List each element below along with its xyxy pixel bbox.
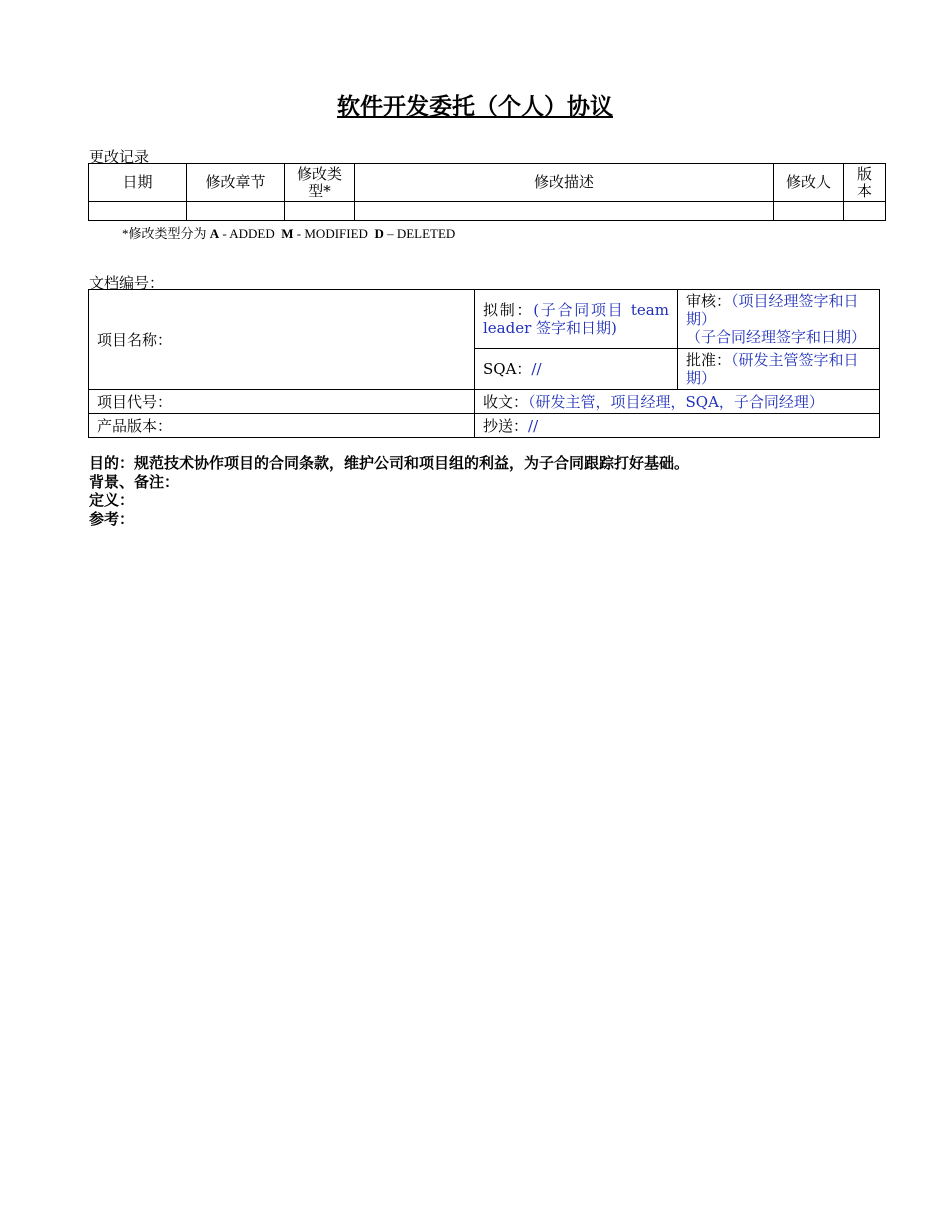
review-cell bbox=[678, 290, 880, 349]
cell-description bbox=[355, 202, 774, 221]
draft-label: 拟制： bbox=[483, 301, 534, 319]
document-title: 软件开发委托（个人）协议 bbox=[337, 94, 613, 120]
receive-value: （研发主管，项目经理，SQA，子合同经理） bbox=[528, 392, 824, 411]
cc-label: 抄送： bbox=[483, 416, 529, 435]
note-a-key: A bbox=[209, 226, 220, 241]
note-a-text: - ADDED bbox=[222, 226, 275, 241]
note-d-key: D bbox=[374, 226, 384, 241]
approve-cell bbox=[678, 349, 880, 390]
cell-section bbox=[187, 202, 285, 221]
receive-label: 收文： bbox=[483, 392, 529, 411]
background-line: 背景、备注： bbox=[89, 472, 180, 491]
approve-label: 批准： bbox=[686, 351, 732, 369]
receive-cell bbox=[475, 390, 880, 414]
change-log-label: 更改记录 bbox=[89, 148, 150, 166]
note-m-text: - MODIFIED bbox=[296, 226, 368, 241]
review-value: （项目经理签字和日期） bbox=[686, 292, 859, 328]
change-log-table bbox=[88, 163, 886, 221]
doc-info-table bbox=[88, 289, 880, 438]
doc-number-label: 文档编号： bbox=[89, 274, 165, 292]
header-modifier: 修改人 bbox=[774, 164, 844, 202]
cell-change-type bbox=[285, 202, 355, 221]
header-version: 版本 bbox=[844, 164, 886, 202]
cc-cell bbox=[475, 414, 880, 438]
draft-cell bbox=[475, 290, 678, 349]
approve-value: （研发主管签字和日期） bbox=[686, 351, 859, 387]
reference-line: 参考： bbox=[89, 509, 135, 528]
change-log-empty-row bbox=[89, 202, 886, 221]
purpose-line: 目的：规范技术协作项目的合同条款，维护公司和项目组的利益，为子合同跟踪打好基础。 bbox=[89, 454, 690, 472]
project-name-label: 项目名称： bbox=[97, 330, 173, 349]
note-prefix: *修改类型分为 bbox=[122, 226, 207, 241]
header-change-type: 修改类型* bbox=[285, 164, 355, 202]
review-label: 审核： bbox=[686, 292, 732, 310]
sections-block bbox=[89, 454, 689, 528]
cell-date bbox=[89, 202, 187, 221]
project-name-cell bbox=[89, 290, 475, 390]
project-code-cell bbox=[89, 390, 475, 414]
cell-version bbox=[844, 202, 886, 221]
header-description: 修改描述 bbox=[355, 164, 774, 202]
header-date: 日期 bbox=[89, 164, 187, 202]
note-m-key: M bbox=[281, 226, 294, 241]
cc-value: // bbox=[528, 416, 539, 435]
product-version-cell bbox=[89, 414, 475, 438]
sqa-label: SQA： bbox=[483, 360, 532, 378]
review-value-2: （子合同经理签字和日期） bbox=[686, 328, 867, 346]
change-type-note bbox=[122, 223, 455, 242]
note-d-text: – DELETED bbox=[387, 226, 456, 241]
draft-value: (子合同项目 team leader 签字和日期) bbox=[483, 301, 669, 337]
change-log-header-row bbox=[89, 164, 886, 202]
cell-modifier bbox=[774, 202, 844, 221]
project-code-label: 项目代号： bbox=[97, 392, 173, 411]
sqa-value: // bbox=[531, 360, 542, 378]
definition-line: 定义： bbox=[89, 491, 135, 509]
sqa-cell bbox=[475, 349, 678, 390]
header-section: 修改章节 bbox=[187, 164, 285, 202]
product-version-label: 产品版本： bbox=[97, 416, 173, 435]
